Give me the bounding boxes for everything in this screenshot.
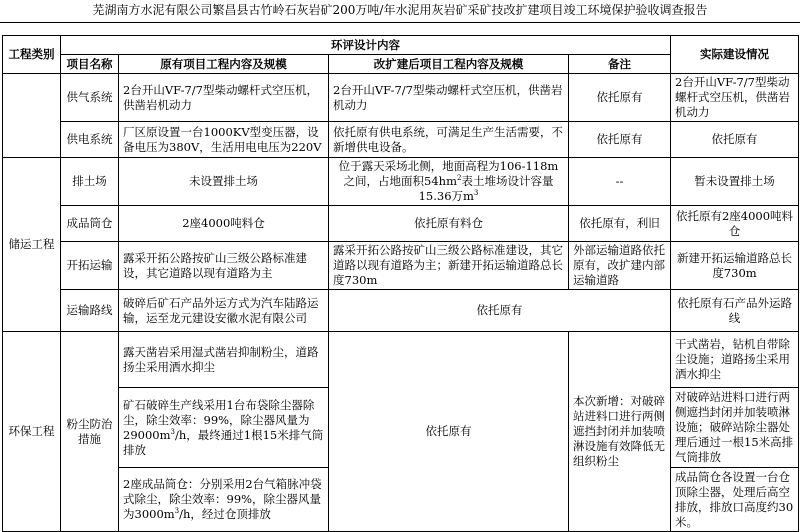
table-row	[3, 242, 799, 290]
after-cell: 依托原有	[329, 332, 569, 532]
orig-cell: 未设置排土场	[119, 158, 329, 206]
actual-cell: 依托原有石产品外运路线	[671, 290, 799, 332]
header-actual: 实际建设情况	[671, 36, 799, 74]
actual-cell-a: 干式凿岩，钻机自带除尘设施；道路扬尘采用洒水抑尘	[671, 332, 799, 388]
item-cell: 供电系统	[61, 122, 119, 158]
header-category: 工程类别	[3, 36, 61, 74]
after-cell: 依托原有料仓	[329, 206, 569, 242]
item-cell: 运输路线	[61, 290, 119, 332]
actual-cell: 依托原有2座4000吨料仓	[671, 206, 799, 242]
orig-cell-b	[119, 388, 329, 468]
item-cell: 供气系统	[61, 74, 119, 122]
environmental-table	[2, 35, 799, 532]
item-cell: 成品筒仓	[61, 206, 119, 242]
orig-cell: 露采开拓公路按矿山三级公路标准建设，其它道路以现有道路为主	[119, 242, 329, 290]
actual-cell: 依托原有	[671, 122, 799, 158]
table-row	[3, 158, 799, 206]
actual-cell: 2台开山VF-7/7型柴动螺杆式空压机，供凿岩机动力	[671, 74, 799, 122]
header-orig: 原有项目工程内容及规模	[119, 55, 329, 74]
header-note: 备注	[569, 55, 671, 74]
note-cell: 依托原有，利旧	[569, 206, 671, 242]
orig-c-text-1: 2座成品筒仓：分别采用2台气箱脉冲袋式除尘，除尘效率：99%，除尘器风量为3000m	[123, 477, 322, 521]
note-cell: 依托原有	[569, 74, 671, 122]
actual-cell: 新建开拓运输道路总长度730m	[671, 242, 799, 290]
header-eia: 环评设计内容	[61, 36, 671, 55]
table-row	[3, 74, 799, 122]
orig-cell-c	[119, 468, 329, 532]
orig-c-text-2: /h，经过仓顶排放	[179, 507, 271, 521]
sup-3: 3	[170, 427, 175, 436]
report-header: 芜湖南方水泥有限公司繁昌县古竹岭石灰岩矿200万吨/年水泥用灰岩矿采矿技改扩建项目竣工环境保护验收调查报告	[92, 3, 708, 17]
orig-cell: 厂区原设置一台1000KV型变压器，设备电压为380V，生活用电电压为220V	[119, 122, 329, 158]
header-item: 项目名称	[61, 55, 119, 74]
after-cell: 露采开拓公路按矿山三级公路标准建设，其它道路以现有道路为主；新建开拓运输道路总长度730m	[329, 242, 569, 290]
actual-cell-c: 成品筒仓各设置一台仓顶除尘器，处理后高空排放，排放口高度约30米。	[671, 468, 799, 532]
orig-cell: 2台开山VF-7/7型柴动螺杆式空压机，供凿岩机动力	[119, 74, 329, 122]
after-text-b: 表土堆场设计容量15.36万m	[418, 174, 554, 203]
actual-cell-b: 对破碎站进料口进行两侧遮挡封闭并加装喷淋设施；破碎站除尘器处理后通过一根15米高排气筒排放	[671, 388, 799, 468]
sup-2: 2	[456, 174, 462, 183]
orig-cell-a: 露天凿岩采用湿式凿岩抑制粉尘，道路扬尘采用洒水抑尘	[119, 332, 329, 388]
category-env: 环保工程	[3, 332, 61, 532]
after-cell	[329, 158, 569, 206]
table-row	[3, 122, 799, 158]
orig-b-text-1: 矿石破碎生产线采用1台布袋除尘器除尘，除尘效率：99%，除尘器风量为29000m	[123, 397, 315, 442]
after-text-a: 位于露天采场北侧，地面高程为106-118m之间，占地面积54hm	[338, 159, 559, 188]
orig-b-text-2: /h，最终通过1根15米排气筒排放	[123, 427, 324, 457]
actual-cell: 暂未设置排土场	[671, 158, 799, 206]
header-after: 改扩建后项目工程内容及规模	[329, 55, 569, 74]
table-row	[3, 290, 799, 332]
item-cell: 粉尘防治措施	[61, 332, 119, 532]
table-row	[3, 206, 799, 242]
sup-3: 3	[174, 507, 180, 516]
category-storage: 储运工程	[3, 158, 61, 332]
after-cell: 依托原有	[329, 290, 671, 332]
note-cell: --	[569, 158, 671, 206]
note-cell: 本次新增：对破碎站进料口进行两侧遮挡封闭并加装喷淋设施有效降低无组织粉尘	[569, 332, 671, 532]
after-cell: 依托原有供电系统，可满足生产生活需要，不新增供电设备。	[329, 122, 569, 158]
table-row	[3, 332, 799, 388]
header-rule	[0, 22, 800, 23]
category-empty	[3, 74, 61, 158]
note-cell: 外部运输道路依托原有，改扩建内部运输道路	[569, 242, 671, 290]
item-cell: 开拓运输	[61, 242, 119, 290]
sup-3: 3	[473, 189, 479, 198]
after-cell: 2台开山VF-7/7型柴动螺杆式空压机，供凿岩机动力	[329, 74, 569, 122]
item-cell: 排土场	[61, 158, 119, 206]
note-cell: 依托原有	[569, 122, 671, 158]
orig-cell: 破碎后矿石产品外运方式为汽车陆路运输，运至龙元建设安徽水泥有限公司	[119, 290, 329, 332]
orig-cell: 2座4000吨料仓	[119, 206, 329, 242]
